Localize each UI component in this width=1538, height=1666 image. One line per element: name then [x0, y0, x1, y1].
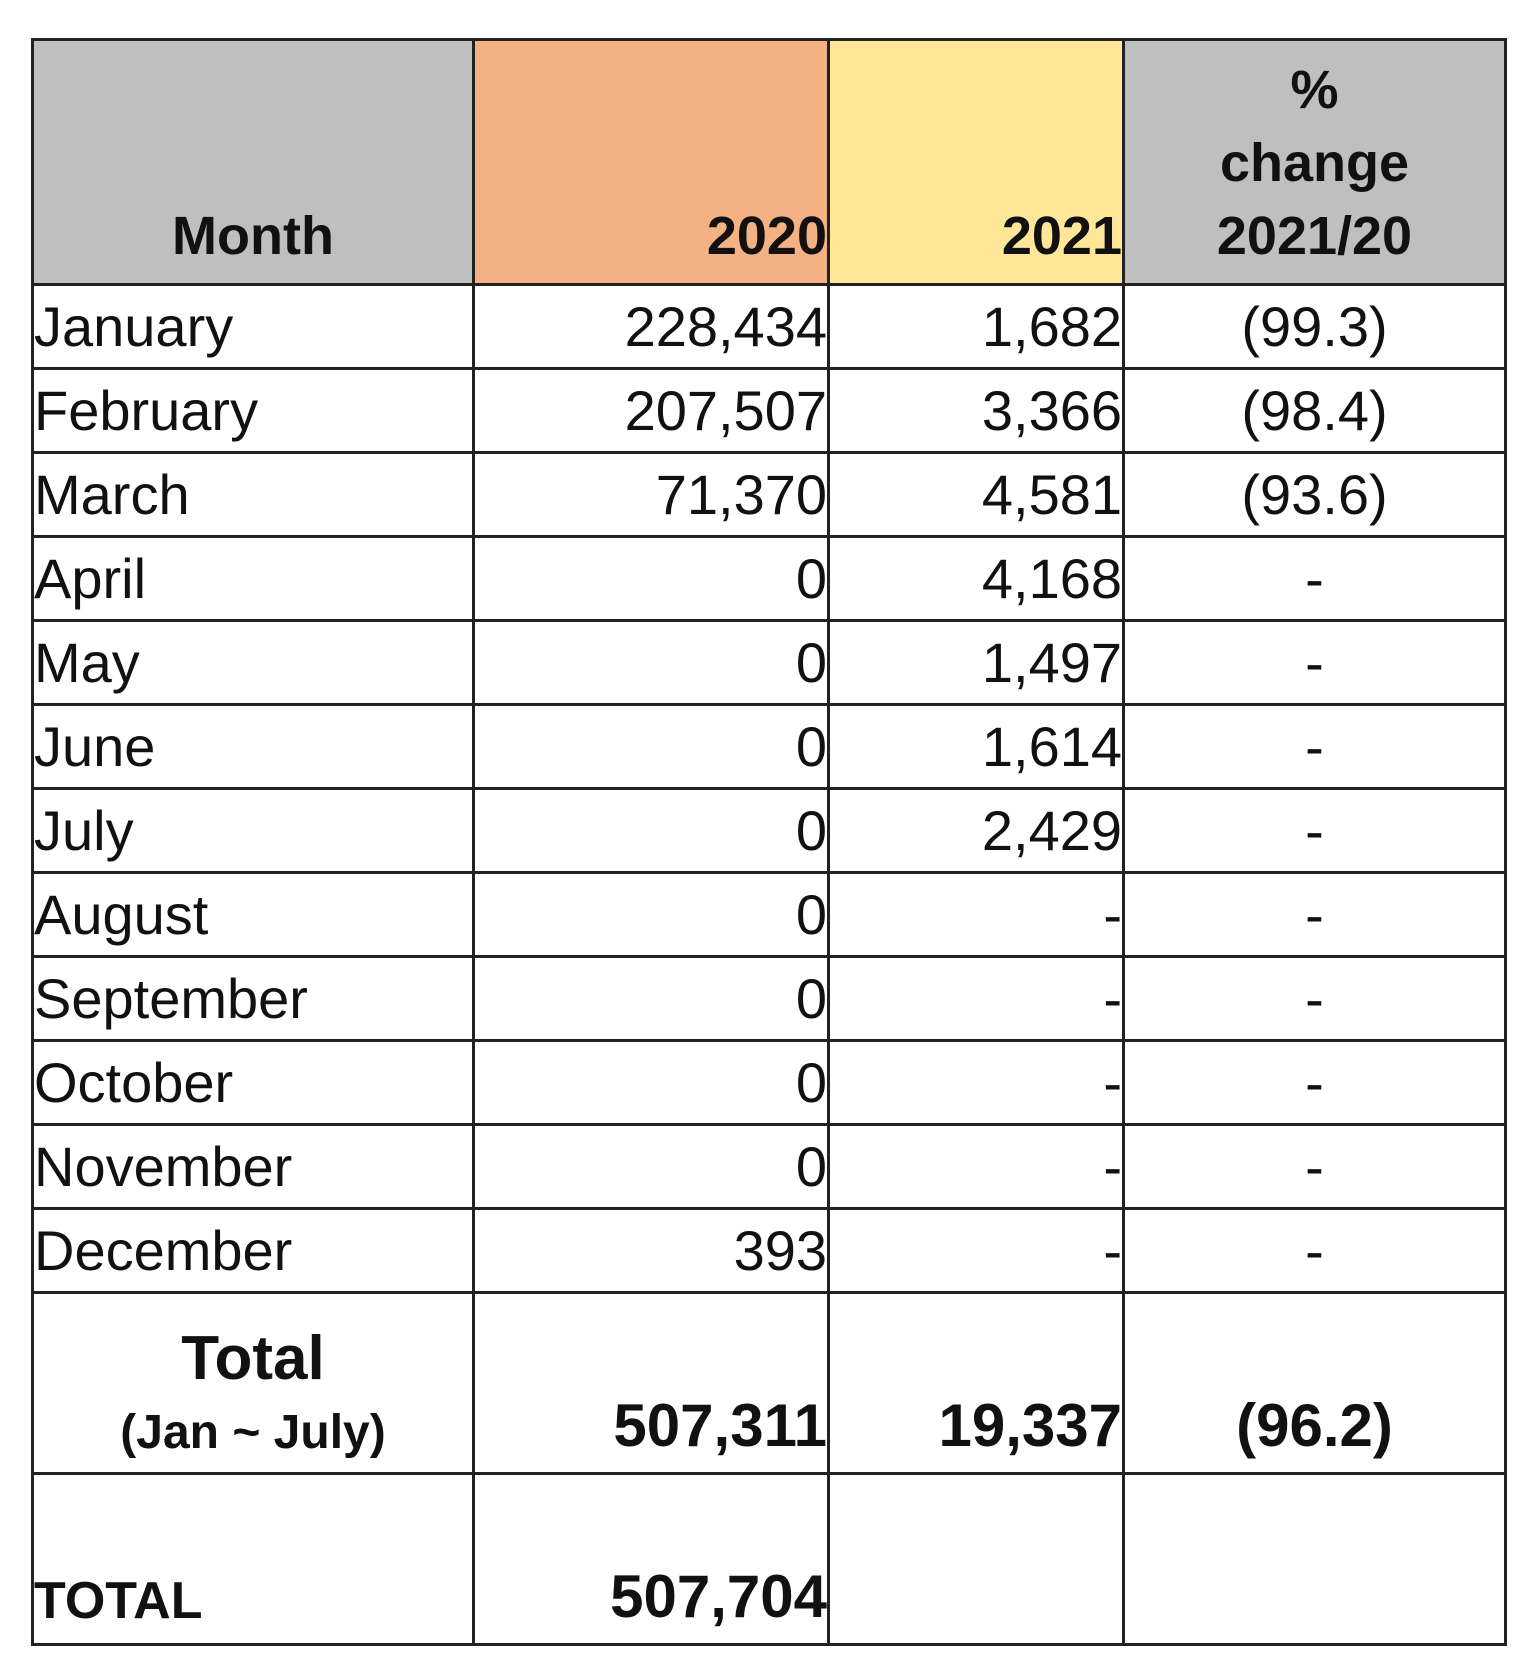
header-row	[33, 40, 1506, 285]
value-2020-cell: 0	[474, 705, 829, 789]
subtotal-pct-change: (96.2)	[1124, 1293, 1506, 1474]
value-2020-cell: 228,434	[474, 285, 829, 369]
pct-change-cell: -	[1124, 705, 1506, 789]
pct-change-cell: -	[1124, 537, 1506, 621]
month-cell: August	[33, 873, 474, 957]
value-2021-cell: 4,581	[829, 453, 1124, 537]
table-row	[33, 621, 1506, 705]
value-2020-cell: 0	[474, 537, 829, 621]
value-2020-cell: 0	[474, 957, 829, 1041]
month-cell: March	[33, 453, 474, 537]
subtotal-2020: 507,311	[474, 1293, 829, 1474]
table-row	[33, 1209, 1506, 1293]
pct-change-cell: -	[1124, 1125, 1506, 1209]
month-cell: October	[33, 1041, 474, 1125]
table-row	[33, 453, 1506, 537]
table-row	[33, 1125, 1506, 1209]
value-2020-cell: 0	[474, 621, 829, 705]
table-row	[33, 957, 1506, 1041]
value-2021-cell: 1,614	[829, 705, 1124, 789]
subtotal-2021: 19,337	[829, 1293, 1124, 1474]
month-cell: June	[33, 705, 474, 789]
monthly-comparison-table	[31, 38, 1507, 1646]
table-row	[33, 285, 1506, 369]
table-row	[33, 873, 1506, 957]
value-2020-cell: 0	[474, 1125, 829, 1209]
value-2021-cell: 2,429	[829, 789, 1124, 873]
month-cell: September	[33, 957, 474, 1041]
value-2021-cell: -	[829, 873, 1124, 957]
header-pct-line1: %	[1290, 60, 1339, 121]
month-cell: December	[33, 1209, 474, 1293]
value-2020-cell: 71,370	[474, 453, 829, 537]
value-2020-cell: 207,507	[474, 369, 829, 453]
table-row	[33, 1041, 1506, 1125]
pct-change-cell: -	[1124, 621, 1506, 705]
value-2021-cell: -	[829, 1209, 1124, 1293]
header-2020: 2020	[474, 40, 829, 285]
grand-total-row	[33, 1474, 1506, 1645]
value-2020-cell: 0	[474, 1041, 829, 1125]
value-2020-cell: 393	[474, 1209, 829, 1293]
header-month: Month	[33, 40, 474, 285]
grand-total-label: TOTAL	[33, 1474, 474, 1645]
month-cell: November	[33, 1125, 474, 1209]
grand-total-2020: 507,704	[474, 1474, 829, 1645]
subtotal-label-cell	[33, 1293, 474, 1474]
value-2021-cell: 1,682	[829, 285, 1124, 369]
value-2021-cell: 4,168	[829, 537, 1124, 621]
table-row	[33, 369, 1506, 453]
month-cell: May	[33, 621, 474, 705]
pct-change-cell: (99.3)	[1124, 285, 1506, 369]
pct-change-cell: -	[1124, 957, 1506, 1041]
month-cell: April	[33, 537, 474, 621]
value-2021-cell: -	[829, 957, 1124, 1041]
value-2021-cell: -	[829, 1041, 1124, 1125]
header-pct-line3: 2021/20	[1216, 206, 1413, 267]
pct-change-cell: -	[1124, 789, 1506, 873]
month-cell: February	[33, 369, 474, 453]
pct-change-cell: -	[1124, 1209, 1506, 1293]
header-2021: 2021	[829, 40, 1124, 285]
value-2020-cell: 0	[474, 873, 829, 957]
table-row	[33, 789, 1506, 873]
pct-change-cell: -	[1124, 873, 1506, 957]
month-cell: January	[33, 285, 474, 369]
header-pct-line2: change	[1219, 133, 1410, 194]
grand-total-pct-change	[1124, 1474, 1506, 1645]
value-2020-cell: 0	[474, 789, 829, 873]
table-row	[33, 537, 1506, 621]
pct-change-cell: (98.4)	[1124, 369, 1506, 453]
subtotal-label: Total	[181, 1324, 325, 1394]
pct-change-cell: -	[1124, 1041, 1506, 1125]
value-2021-cell: -	[829, 1125, 1124, 1209]
subtotal-row	[33, 1293, 1506, 1474]
value-2021-cell: 3,366	[829, 369, 1124, 453]
subtotal-sublabel: (Jan ~ July)	[120, 1406, 386, 1460]
grand-total-2021	[829, 1474, 1124, 1645]
table-row	[33, 705, 1506, 789]
month-rows	[33, 285, 1506, 1645]
month-cell: July	[33, 789, 474, 873]
header-pct-change	[1124, 40, 1506, 285]
value-2021-cell: 1,497	[829, 621, 1124, 705]
pct-change-cell: (93.6)	[1124, 453, 1506, 537]
